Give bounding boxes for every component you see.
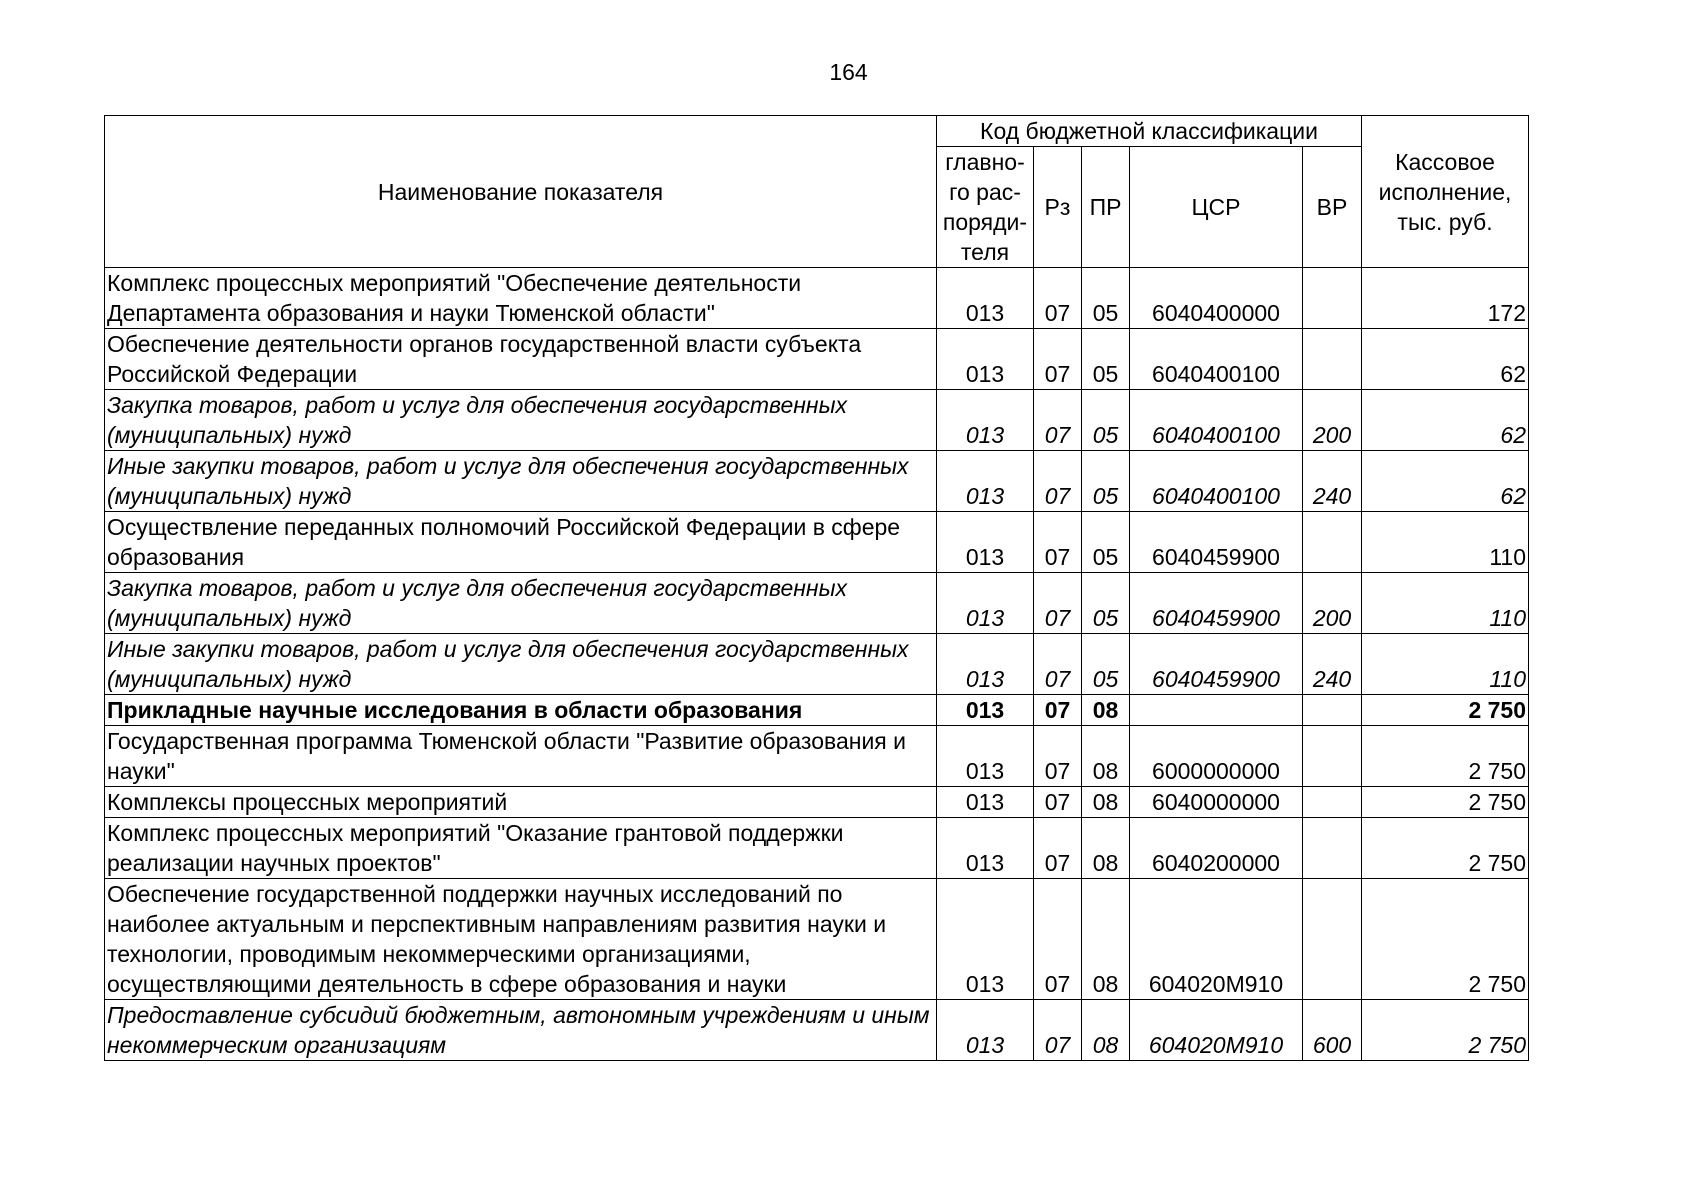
cell-amount: 2 750 bbox=[1362, 879, 1529, 1000]
cell-amount: 110 bbox=[1362, 512, 1529, 573]
cell-csr: 6040400100 bbox=[1130, 390, 1303, 451]
cell-vr bbox=[1303, 879, 1362, 1000]
cell-name: Комплексы процессных мероприятий bbox=[105, 787, 937, 818]
header-row-top bbox=[105, 116, 1529, 147]
cell-pr: 05 bbox=[1082, 329, 1130, 390]
cell-csr: 6040459900 bbox=[1130, 512, 1303, 573]
cell-pr: 08 bbox=[1082, 787, 1130, 818]
cell-name: Прикладные научные исследования в области образования bbox=[105, 695, 937, 726]
header-csr: ЦСР bbox=[1130, 147, 1303, 268]
cell-vr: 240 bbox=[1303, 451, 1362, 512]
cell-name: Закупка товаров, работ и услуг для обеспечения государственных (муниципальных) нужд bbox=[105, 573, 937, 634]
cell-glav: 013 bbox=[937, 818, 1034, 879]
cell-amount: 2 750 bbox=[1362, 726, 1529, 787]
cell-csr: 604020М910 bbox=[1130, 1000, 1303, 1061]
table-body bbox=[105, 268, 1529, 1061]
cell-csr: 6040459900 bbox=[1130, 634, 1303, 695]
cell-pr: 08 bbox=[1082, 818, 1130, 879]
header-code-group: Код бюджетной классификации bbox=[937, 116, 1362, 147]
cell-csr: 6040200000 bbox=[1130, 818, 1303, 879]
cell-amount: 2 750 bbox=[1362, 1000, 1529, 1061]
table-row bbox=[105, 451, 1529, 512]
cell-pr: 05 bbox=[1082, 268, 1130, 329]
cell-pr: 08 bbox=[1082, 726, 1130, 787]
cell-rz: 07 bbox=[1034, 1000, 1082, 1061]
cell-pr: 05 bbox=[1082, 390, 1130, 451]
cell-name: Обеспечение государственной поддержки научных исследований по наиболее актуальным и перспективным направлениям развития науки и технологии, проводимым некоммерческими организациями, осуществляющими деятельность в сфере образования и науки bbox=[105, 879, 937, 1000]
cell-csr: 604020М910 bbox=[1130, 879, 1303, 1000]
cell-name: Государственная программа Тюменской области "Развитие образования и науки" bbox=[105, 726, 937, 787]
cell-vr bbox=[1303, 512, 1362, 573]
cell-rz: 07 bbox=[1034, 329, 1082, 390]
cell-name: Иные закупки товаров, работ и услуг для обеспечения государственных (муниципальных) нужд bbox=[105, 634, 937, 695]
cell-amount: 2 750 bbox=[1362, 695, 1529, 726]
table-row bbox=[105, 1000, 1529, 1061]
cell-csr: 6040459900 bbox=[1130, 573, 1303, 634]
cell-csr: 6040000000 bbox=[1130, 787, 1303, 818]
cell-glav: 013 bbox=[937, 573, 1034, 634]
header-rz: Рз bbox=[1034, 147, 1082, 268]
cell-amount: 2 750 bbox=[1362, 787, 1529, 818]
cell-pr: 08 bbox=[1082, 695, 1130, 726]
cell-glav: 013 bbox=[937, 512, 1034, 573]
cell-amount: 62 bbox=[1362, 451, 1529, 512]
cell-vr bbox=[1303, 268, 1362, 329]
cell-glav: 013 bbox=[937, 695, 1034, 726]
cell-pr: 05 bbox=[1082, 573, 1130, 634]
cell-glav: 013 bbox=[937, 268, 1034, 329]
cell-rz: 07 bbox=[1034, 787, 1082, 818]
cell-glav: 013 bbox=[937, 390, 1034, 451]
cell-amount: 110 bbox=[1362, 634, 1529, 695]
cell-vr bbox=[1303, 787, 1362, 818]
cell-rz: 07 bbox=[1034, 726, 1082, 787]
cell-name: Комплекс процессных мероприятий "Обеспечение деятельности Департамента образования и науки Тюменской области" bbox=[105, 268, 937, 329]
cell-pr: 05 bbox=[1082, 512, 1130, 573]
cell-rz: 07 bbox=[1034, 879, 1082, 1000]
table-row bbox=[105, 390, 1529, 451]
cell-rz: 07 bbox=[1034, 695, 1082, 726]
cell-glav: 013 bbox=[937, 451, 1034, 512]
cell-vr: 200 bbox=[1303, 390, 1362, 451]
cell-name: Иные закупки товаров, работ и услуг для обеспечения государственных (муниципальных) нужд bbox=[105, 451, 937, 512]
cell-rz: 07 bbox=[1034, 818, 1082, 879]
table-row bbox=[105, 726, 1529, 787]
cell-amount: 172 bbox=[1362, 268, 1529, 329]
budget-table bbox=[104, 115, 1529, 1061]
cell-glav: 013 bbox=[937, 634, 1034, 695]
table-row bbox=[105, 268, 1529, 329]
cell-name: Осуществление переданных полномочий Российской Федерации в сфере образования bbox=[105, 512, 937, 573]
cell-csr: 6040400100 bbox=[1130, 329, 1303, 390]
cell-glav: 013 bbox=[937, 787, 1034, 818]
cell-glav: 013 bbox=[937, 879, 1034, 1000]
cell-amount: 62 bbox=[1362, 329, 1529, 390]
cell-vr bbox=[1303, 329, 1362, 390]
cell-pr: 05 bbox=[1082, 451, 1130, 512]
cell-rz: 07 bbox=[1034, 573, 1082, 634]
table-row bbox=[105, 512, 1529, 573]
cell-pr: 05 bbox=[1082, 634, 1130, 695]
table-row bbox=[105, 573, 1529, 634]
cell-glav: 013 bbox=[937, 329, 1034, 390]
table-row bbox=[105, 695, 1529, 726]
cell-amount: 62 bbox=[1362, 390, 1529, 451]
cell-glav: 013 bbox=[937, 1000, 1034, 1061]
cell-rz: 07 bbox=[1034, 451, 1082, 512]
cell-glav: 013 bbox=[937, 726, 1034, 787]
page-number: 164 bbox=[829, 59, 868, 85]
table-row bbox=[105, 818, 1529, 879]
header-name: Наименование показателя bbox=[105, 116, 937, 268]
cell-rz: 07 bbox=[1034, 268, 1082, 329]
header-pr: ПР bbox=[1082, 147, 1130, 268]
cell-csr bbox=[1130, 695, 1303, 726]
cell-pr: 08 bbox=[1082, 1000, 1130, 1061]
cell-csr: 6040400100 bbox=[1130, 451, 1303, 512]
cell-amount: 110 bbox=[1362, 573, 1529, 634]
cell-vr: 600 bbox=[1303, 1000, 1362, 1061]
cell-vr bbox=[1303, 726, 1362, 787]
cell-name: Комплекс процессных мероприятий "Оказание грантовой поддержки реализации научных проектов" bbox=[105, 818, 937, 879]
cell-name: Предоставление субсидий бюджетным, автономным учреждениям и иным некоммерческим организациям bbox=[105, 1000, 937, 1061]
cell-name: Обеспечение деятельности органов государственной власти субъекта Российской Федерации bbox=[105, 329, 937, 390]
header-glav: главно-го рас-поряди-теля bbox=[937, 147, 1034, 268]
header-vr: ВР bbox=[1303, 147, 1362, 268]
cell-vr bbox=[1303, 695, 1362, 726]
header-amount: Кассовое исполнение, тыс. руб. bbox=[1362, 116, 1529, 268]
cell-vr: 240 bbox=[1303, 634, 1362, 695]
table-row bbox=[105, 787, 1529, 818]
cell-amount: 2 750 bbox=[1362, 818, 1529, 879]
cell-rz: 07 bbox=[1034, 390, 1082, 451]
cell-csr: 6000000000 bbox=[1130, 726, 1303, 787]
table-row bbox=[105, 879, 1529, 1000]
cell-vr: 200 bbox=[1303, 573, 1362, 634]
cell-vr bbox=[1303, 818, 1362, 879]
cell-name: Закупка товаров, работ и услуг для обеспечения государственных (муниципальных) нужд bbox=[105, 390, 937, 451]
table-row bbox=[105, 634, 1529, 695]
cell-rz: 07 bbox=[1034, 634, 1082, 695]
cell-csr: 6040400000 bbox=[1130, 268, 1303, 329]
cell-rz: 07 bbox=[1034, 512, 1082, 573]
cell-pr: 08 bbox=[1082, 879, 1130, 1000]
table-row bbox=[105, 329, 1529, 390]
